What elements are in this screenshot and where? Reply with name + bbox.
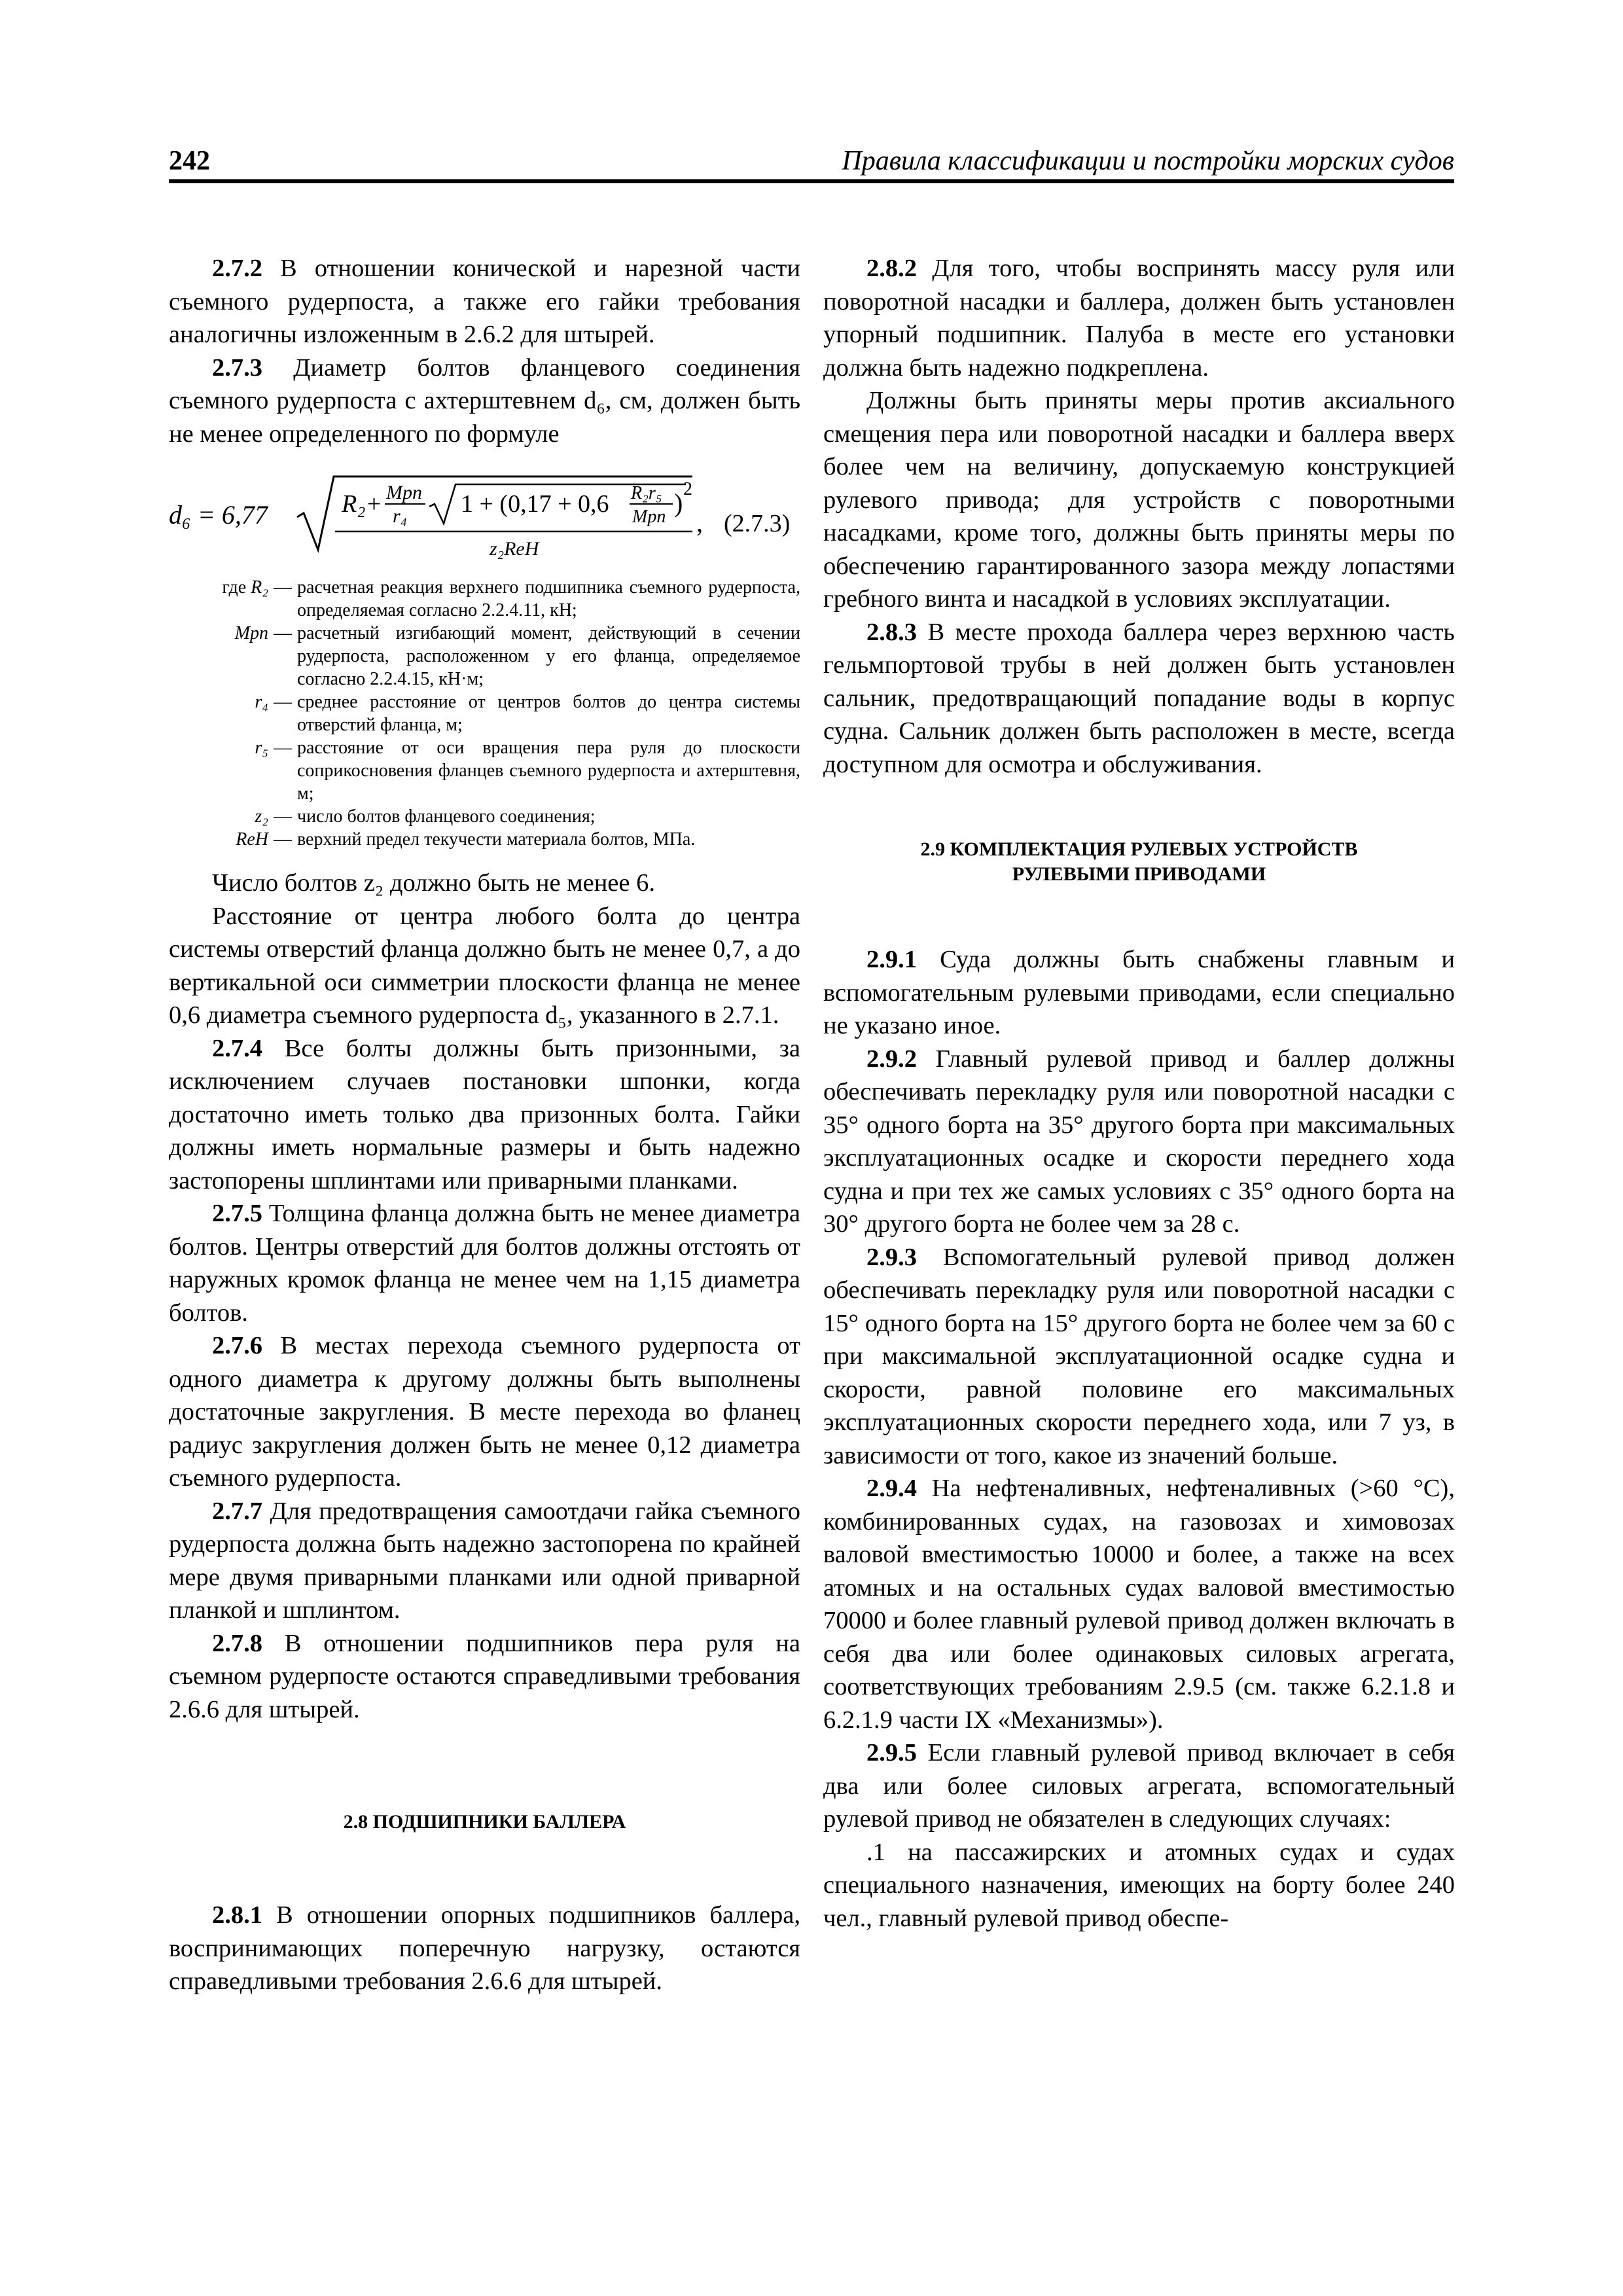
legend-row: z₂ — число болтов фланцевого соединения; [169, 805, 800, 828]
formula-comma: , [696, 508, 703, 537]
section-title-2-8: 2.8 ПОДШИПНИКИ БАЛЛЕРА [343, 1811, 626, 1833]
legend-term: Mрп [234, 623, 268, 643]
legend-row: ReH — верхний предел текучести материала болтов, МПа. [169, 828, 800, 851]
header-rule [169, 179, 1454, 183]
formula-r4: r₄ [393, 505, 408, 527]
legend-desc: расчетный изгибающий момент, действующий в сечении рудерпоста, расположенном у его фланца, определяемое согласно 2.2.4.15, кН·м; [297, 623, 800, 689]
formula-r2: R₂+ [342, 490, 383, 518]
paragraph-2-8-1 [169, 1899, 800, 1998]
clause-text: Толщина фланца должна быть не менее диаметра болтов. Центры отверстий для болтов должны отстоять от наружных кромок фланца не менее чем на 1,15 диаметра болтов. [169, 1200, 800, 1327]
paragraph-2-7-6 [169, 1329, 800, 1495]
paragraph-bolt-distance: Расстояние от центра любого болта до центра системы отверстий фланца должно быть не менее 0,7, а до вертикальной оси симметрии плоскости фланца не менее 0,6 диаметра съемного рудерпоста d₅, указанного в 2.7.1. [169, 902, 800, 1029]
paragraph-item-1: .1 на пассажирских и атомных судах и судах специального назначения, имеющих на борту более 240 чел., главный рулевой привод обеспе- [823, 1838, 1455, 1932]
legend-row: r₄ — среднее расстояние от центров болтов до центра системы отверстий фланца, м; [255, 692, 800, 735]
paragraph-2-9-2 [823, 1043, 1455, 1241]
formula-mpn: Mрп [386, 482, 422, 503]
paragraph-bolts-count: Число болтов z₂ должно быть не менее 6. [212, 869, 655, 897]
clause-number: 2.7.3 [212, 353, 262, 382]
clause-number: 2.9.2 [866, 1045, 917, 1073]
paragraph-2-9-3 [823, 1241, 1455, 1473]
paragraph-2-9-1 [823, 943, 1455, 1043]
clause-text: Для предотвращения самоотдачи гайка съемного рудерпоста должна быть надежно застопорена по крайней мере двумя приварными планками или одной приварной планкой и шплинтом. [169, 1497, 800, 1624]
legend-term: z₂ [255, 806, 268, 827]
clause-number: 2.9.4 [866, 1475, 917, 1502]
clause-text: В местах перехода съемного рудерпоста от одного диаметра к другому должны быть выполнены достаточные закругления. В месте перехода во фланец радиус закругления должен быть не менее 0,12 диаметра съемного рудерпоста. [169, 1332, 800, 1492]
page-number: 242 [169, 146, 210, 176]
formula-r2r5: R₂r₅ [631, 483, 662, 503]
legend-row: Mрп — расчетный изгибающий момент, действующий в сечении рудерпоста, расположенном у его фланца, определяемое согласно 2.2.4.15, кН·м; [234, 623, 800, 689]
section-title-2-9-line1: 2.9 КОМПЛЕКТАЦИЯ РУЛЕВЫХ УСТРОЙСТВ [920, 838, 1358, 860]
clause-text: Диаметр болтов фланцевого соединения съемного рудерпоста с ахтерштевнем d₆, см, должен быть не менее определенного по формуле [169, 353, 800, 448]
clause-number: 2.7.2 [212, 255, 262, 282]
clause-number: 2.7.7 [212, 1497, 262, 1525]
left-column [169, 252, 800, 1998]
legend-term: R₂ [251, 577, 268, 598]
formula-mpn-den: Mрп [632, 507, 666, 527]
clause-number: 2.7.8 [212, 1629, 262, 1657]
clause-number: 2.8.1 [212, 1901, 262, 1929]
formula-inner: 1 + (0,17 + 0,6 [461, 490, 609, 518]
clause-text: Главный рулевой привод и баллер должны обеспечивать перекладку руля или поворотной насадки с 35° одного борта на 35° другого борта при максимальных эксплуатационных осадке и скорости переднего хода судна и при тех же самых условиях с 35° одного борта на 30° другого борта не более чем за 28 с. [823, 1045, 1455, 1238]
paragraph-2-7-5 [169, 1197, 800, 1329]
clause-text: Для того, чтобы воспринять массу руля или поворотной насадки и баллера, должен быть установлен упорный подшипник. Палуба в месте его установки должна быть надежно подкреплена. [823, 255, 1455, 382]
paragraph-2-7-4 [169, 1032, 800, 1198]
right-column [823, 252, 1455, 1935]
formula-2-7-3 [169, 458, 800, 563]
formula-close: ) [674, 488, 683, 518]
formula-lhs: d₆ = 6,77 [169, 500, 268, 529]
formula-legend [169, 576, 800, 851]
clause-text: На нефтеналивных, нефтеналивных (>60 °C), комбинированных судах, на газовозах и химовозах валовой вместимостью 10000 и более, а также на всех атомных и на остальных судах валовой вместимостью 70000 и более главный рулевой привод должен включать в себя два или более одинаковых силовых агрегата, соответствующих требованиям 2.9.5 (см. также 6.2.1.8 и 6.2.1.9 части IX «Механизмы»). [823, 1475, 1455, 1734]
formula-square: 2 [683, 479, 692, 499]
clause-text: Если главный рулевой привод включает в себя два или более силовых агрегата, вспомогательный рулевой привод не обязателен в следующих случаях: [823, 1739, 1455, 1833]
clause-number: 2.7.5 [212, 1200, 262, 1227]
clause-text: Суда должны быть снабжены главным и вспомогательным рулевыми приводами, если специально не указано иное. [823, 946, 1455, 1039]
clause-number: 2.9.3 [866, 1243, 917, 1271]
clause-text: В месте прохода баллера через верхнюю часть гельмпортовой трубы в ней должен быть установлен сальник, предотвращающий попадание воды в корпус судна. Сальник должен быть расположен в месте, всегда доступном для осмотра и обслуживания. [823, 618, 1455, 778]
clause-number: 2.7.4 [212, 1034, 262, 1062]
legend-row: где R₂ — расчетная реакция верхнего подшипника съемного рудерпоста, определяемая согласно 2.2.4.11, кН; [222, 577, 800, 620]
paragraph-2-7-3 [169, 351, 800, 451]
clause-number: 2.9.5 [866, 1739, 917, 1767]
clause-number: 2.8.2 [866, 255, 917, 282]
clause-text: Вспомогательный рулевой привод должен обеспечивать перекладку руля или поворотной насадки с 15° одного борта на 15° другого борта не более чем за 60 с при максимальной эксплуатационной осадке судна и скорости, равной половине его максимальных эксплуатационных скорости переднего хода, или 7 уз, в зависимости от того, какое из значений больше. [823, 1243, 1455, 1469]
clause-number: 2.9.1 [866, 946, 917, 973]
paragraph-2-7-8 [169, 1627, 800, 1727]
legend-term: r₅ [255, 738, 268, 758]
running-title: Правила классификации и постройки морских судов [842, 146, 1454, 176]
paragraph-2-8-2 [823, 252, 1455, 384]
paragraph-2-7-7 [169, 1495, 800, 1627]
clause-text: В отношении подшипников пера руля на съемном рудерпосте остаются справедливыми требования 2.6.6 для штырей. [169, 1629, 800, 1723]
paragraph-2-9-5 [823, 1736, 1455, 1836]
clause-text: В отношении конической и нарезной части съемного рудерпоста, а также его гайки требования аналогичны изложенным в 2.6.2 для штырей. [169, 255, 800, 348]
paragraph-axial-displacement: Должны быть приняты меры против аксиального смещения пера или поворотной насадки и баллера вверх более чем на величину, допускаемую конструкцией рулевого привода; для устройств с поворотными насадками, кроме того, должны быть приняты меры по обеспечению гарантированного зазора между лопастями гребного винта и насадкой в условиях эксплуатации. [823, 387, 1455, 613]
legend-row: r₅ — расстояние от оси вращения пера руля до плоскости соприкосновения фланцев съемного рудерпоста и ахтерштевня, м; [255, 738, 800, 804]
formula-den: z₂ReH [490, 538, 539, 560]
legend-desc: среднее расстояние от центров болтов до центра системы отверстий фланца, м; [297, 692, 800, 735]
paragraph-2-7-2 [169, 252, 800, 351]
legend-term: r₄ [255, 692, 268, 712]
legend-term: ReH [236, 829, 268, 850]
legend-desc: число болтов фланцевого соединения; [297, 806, 596, 827]
section-title-2-9-line2: РУЛЕВЫМИ ПРИВОДАМИ [1012, 863, 1266, 885]
formula-graphic [169, 458, 800, 563]
legend-desc: верхний предел текучести материала болтов, МПа. [297, 829, 696, 850]
clause-text: Все болты должны быть призонными, за исключением случаев постановки шпонки, когда достаточно иметь только два призонных болта. Гайки должны иметь нормальные размеры и быть надежно застопорены шплинтами или приварными планками. [169, 1034, 800, 1194]
legend-desc: расстояние от оси вращения пера руля до плоскости соприкосновения фланцев съемного рудерпоста и ахтерштевня, м; [297, 738, 800, 804]
legend-desc: расчетная реакция верхнего подшипника съемного рудерпоста, определяемая согласно 2.2.4.11, кН; [297, 577, 800, 620]
formula-number: (2.7.3) [724, 510, 791, 537]
clause-number: 2.7.6 [212, 1332, 262, 1359]
paragraph-2-9-4 [823, 1472, 1455, 1736]
paragraph-2-8-3 [823, 616, 1455, 781]
clause-number: 2.8.3 [866, 618, 917, 646]
clause-text: В отношении опорных подшипников баллера, воспринимающих поперечную нагрузку, остаются справедливыми требования 2.6.6 для штырей. [169, 1901, 800, 1995]
